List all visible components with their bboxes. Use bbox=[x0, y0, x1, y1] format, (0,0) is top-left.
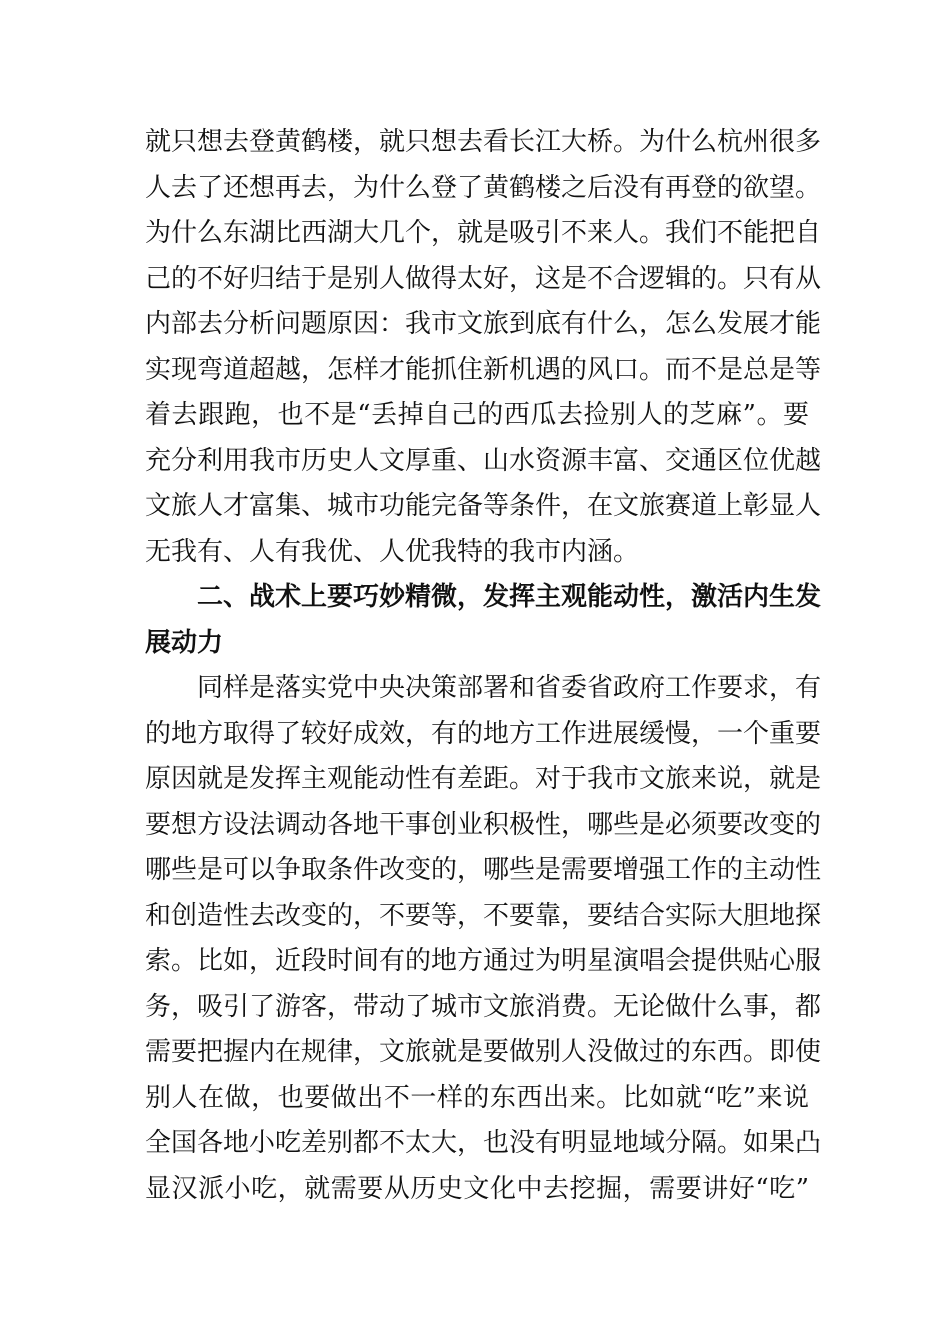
text-line: 的地方取得了较好成效，有的地方工作进展缓慢，一个重要 bbox=[145, 719, 822, 749]
text-line: 人去了还想再去，为什么登了黄鹤楼之后没有再登的欲望。 bbox=[145, 173, 822, 203]
text-line: 就只想去登黄鹤楼，就只想去看长江大桥。为什么杭州很多 bbox=[145, 127, 822, 157]
text-line: 实现弯道超越，怎样才能抓住新机遇的风口。而不是总是等 bbox=[145, 355, 822, 385]
heading-line: 展动力 bbox=[145, 628, 224, 658]
text-line: 要想方设法调动各地干事创业积极性，哪些是必须要改变的 bbox=[145, 810, 822, 840]
text-line: 和创造性去改变的，不要等，不要靠，要结合实际大胆地探 bbox=[145, 901, 822, 931]
text-line: 务，吸引了游客，带动了城市文旅消费。无论做什么事，都 bbox=[145, 992, 822, 1022]
text-line: 充分利用我市历史人文厚重、山水资源丰富、交通区位优越 bbox=[145, 446, 822, 476]
text-line: 原因就是发挥主观能动性有差距。对于我市文旅来说，就是 bbox=[145, 764, 822, 794]
text-line: 需要把握内在规律，文旅就是要做别人没做过的东西。即使 bbox=[145, 1037, 822, 1067]
heading-line: 二、战术上要巧妙精微，发挥主观能动性，激活内生发 bbox=[197, 582, 822, 612]
text-line: 为什么东湖比西湖大几个，就是吸引不来人。我们不能把自 bbox=[145, 218, 822, 248]
text-line: 别人在做，也要做出不一样的东西出来。比如就“吃”来说 bbox=[145, 1083, 809, 1113]
text-line: 显汉派小吃，就需要从历史文化中去挖掘，需要讲好“吃” bbox=[145, 1174, 809, 1204]
text-line: 全国各地小吃差别都不太大，也没有明显地域分隔。如果凸 bbox=[145, 1128, 822, 1158]
text-line: 哪些是可以争取条件改变的，哪些是需要增强工作的主动性 bbox=[145, 855, 822, 885]
text-line: 内部去分析问题原因：我市文旅到底有什么，怎么发展才能 bbox=[145, 309, 822, 339]
text-line: 无我有、人有我优、人优我特的我市内涵。 bbox=[145, 537, 640, 567]
text-line: 着去跟跑，也不是“丢掉自己的西瓜去捡别人的芝麻”。要 bbox=[145, 400, 809, 430]
text-line: 同样是落实党中央决策部署和省委省政府工作要求，有 bbox=[197, 673, 822, 703]
text-line: 文旅人才富集、城市功能完备等条件，在文旅赛道上彰显人 bbox=[145, 491, 822, 521]
text-line: 己的不好归结于是别人做得太好，这是不合逻辑的。只有从 bbox=[145, 264, 822, 294]
text-line: 索。比如，近段时间有的地方通过为明星演唱会提供贴心服 bbox=[145, 946, 822, 976]
